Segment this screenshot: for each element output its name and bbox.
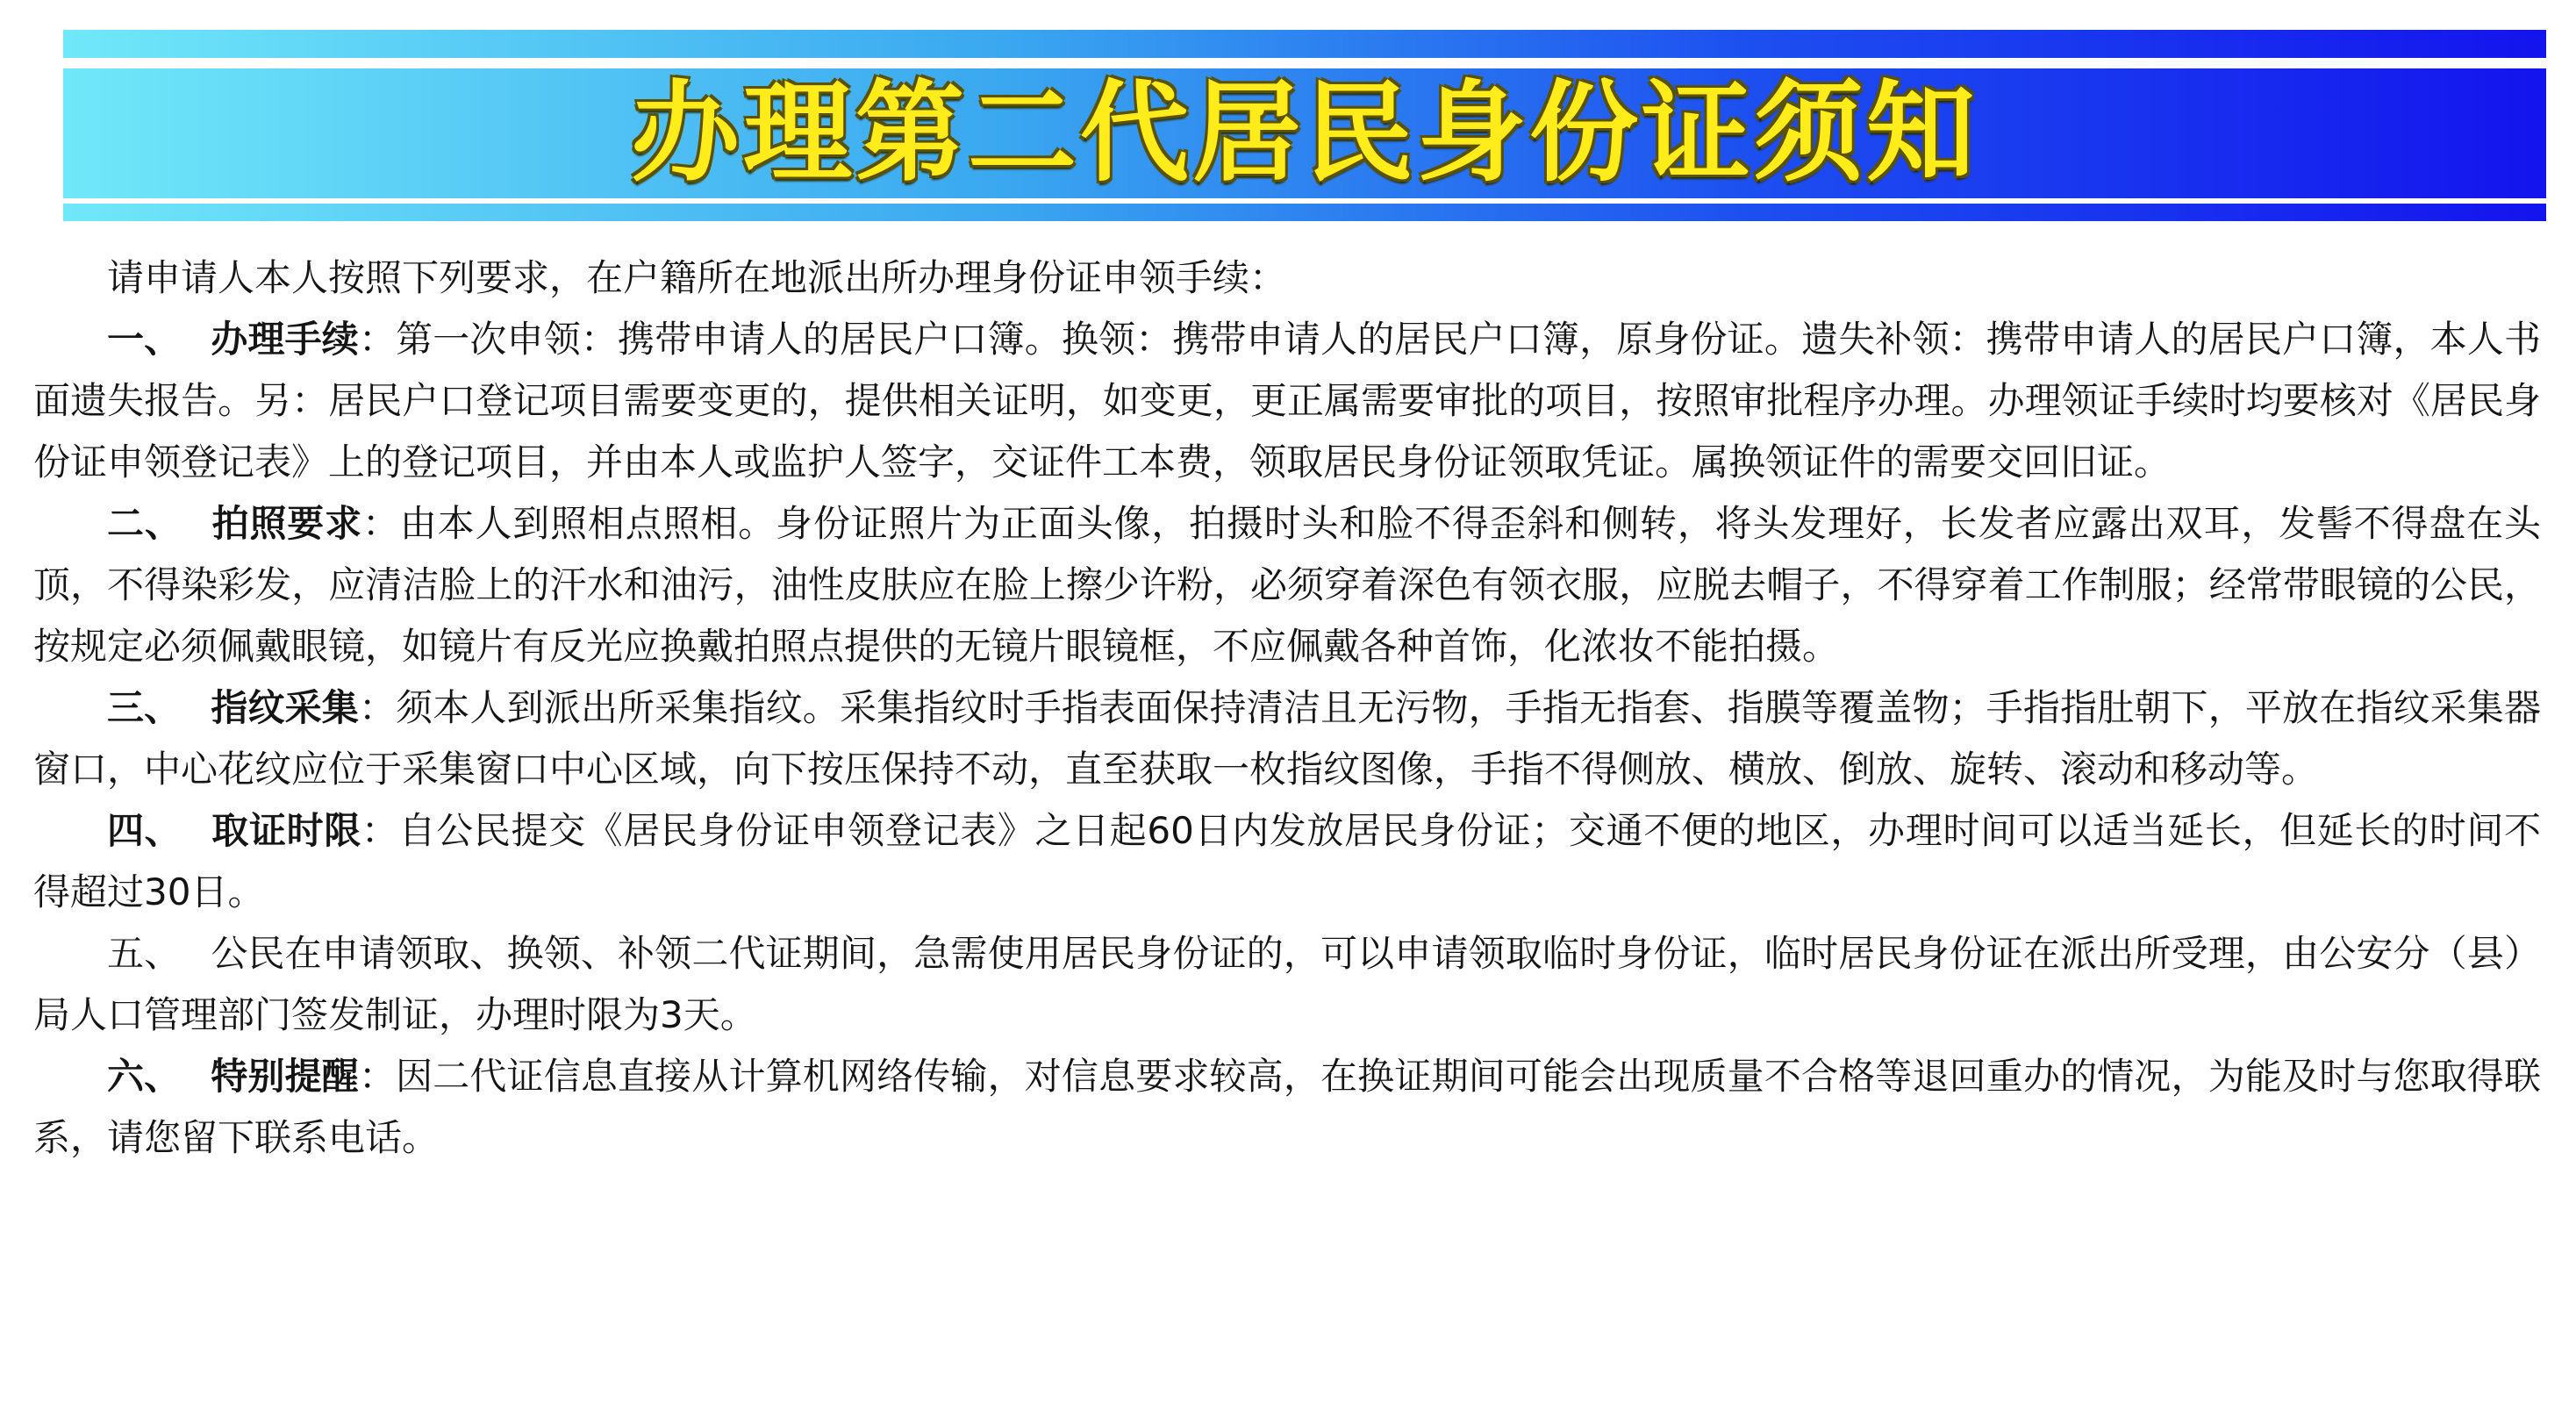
item-body: 须本人到派出所采集指纹。采集指纹时手指表面保持清洁且无污物，手指无指套、指膜等覆盖物；手指指肚朝下，平放在指纹采集器窗口，中心花纹应位于采集窗口中心区域，向下按压保持不动，直至获取一枚指纹图像，手指不得侧放、横放、倒放、旋转、滚动和移动等。 xyxy=(33,686,2541,791)
item-fingerprint xyxy=(33,677,2541,800)
item-separator: ： xyxy=(361,502,400,545)
item-body: 第一次申领：携带申请人的居民户口簿。换领：携带申请人的居民户口簿，原身份证。遗失补领：携带申请人的居民户口簿，本人书面遗失报告。另：居民户口登记项目需要变更的，提供相关证明，如变更，更正属需要审批的项目，按照审批程序办理。办理领证手续时均要核对《居民身份证申领登记表》上的登记项目，并由本人或监护人签字，交证件工本费，领取居民身份证领取凭证。属换领证件的需要交回旧证。 xyxy=(33,318,2541,483)
item-number: 三、 xyxy=(107,686,182,729)
page-title: 办理第二代居民身份证须知 xyxy=(630,70,1979,197)
item-body: 自公民提交《居民身份证申领登记表》之日起60日内发放居民身份证；交通不便的地区，办理时间可以适当延长，但延长的时间不得超过30日。 xyxy=(33,809,2541,913)
item-number: 一、 xyxy=(107,318,182,361)
item-separator: ： xyxy=(358,318,397,361)
item-heading: 指纹采集 xyxy=(211,686,359,729)
intro-paragraph: 请申请人本人按照下列要求，在户籍所在地派出所办理身份证申领手续： xyxy=(107,256,1287,299)
item-separator: ： xyxy=(358,686,397,729)
item-body: 公民在申请领取、换领、补领二代证期间，急需使用居民身份证的，可以申请领取临时身份证，临时居民身份证在派出所受理，由公安分（县）局人口管理部门签发制证，办理时限为3天。 xyxy=(33,932,2541,1036)
item-special-reminder xyxy=(33,1046,2541,1169)
item-photo-requirements xyxy=(33,493,2541,677)
item-number: 六、 xyxy=(107,1055,182,1098)
item-heading: 取证时限 xyxy=(211,809,361,852)
banner-bottom-stripe xyxy=(63,204,2546,221)
title-banner xyxy=(63,30,2546,221)
item-procedures xyxy=(33,309,2541,493)
item-temporary-id xyxy=(33,923,2541,1046)
banner-top-stripe xyxy=(63,30,2546,58)
item-number: 四、 xyxy=(107,809,182,852)
item-number: 五、 xyxy=(107,932,182,975)
notice-body xyxy=(33,247,2541,1169)
item-number: 二、 xyxy=(107,502,182,545)
item-separator: ： xyxy=(358,1055,397,1098)
item-time-limit xyxy=(33,800,2541,923)
item-heading: 办理手续 xyxy=(211,318,359,361)
item-body: 由本人到照相点照相。身份证照片为正面头像，拍摄时头和脸不得歪斜和侧转，将头发理好，长发者应露出双耳，发髻不得盘在头顶，不得染彩发，应清洁脸上的汗水和油污，油性皮肤应在脸上擦少许粉，必须穿着深色有领衣服，应脱去帽子，不得穿着工作制服；经常带眼镜的公民，按规定必须佩戴眼镜，如镜片有反光应换戴拍照点提供的无镜片眼镜框，不应佩戴各种首饰，化浓妆不能拍摄。 xyxy=(33,502,2541,668)
item-heading: 特别提醒 xyxy=(211,1055,359,1098)
item-separator: ： xyxy=(361,809,399,852)
item-heading: 拍照要求 xyxy=(211,502,362,545)
item-body: 因二代证信息直接从计算机网络传输，对信息要求较高，在换证期间可能会出现质量不合格等退回重办的情况，为能及时与您取得联系，请您留下联系电话。 xyxy=(33,1055,2541,1159)
